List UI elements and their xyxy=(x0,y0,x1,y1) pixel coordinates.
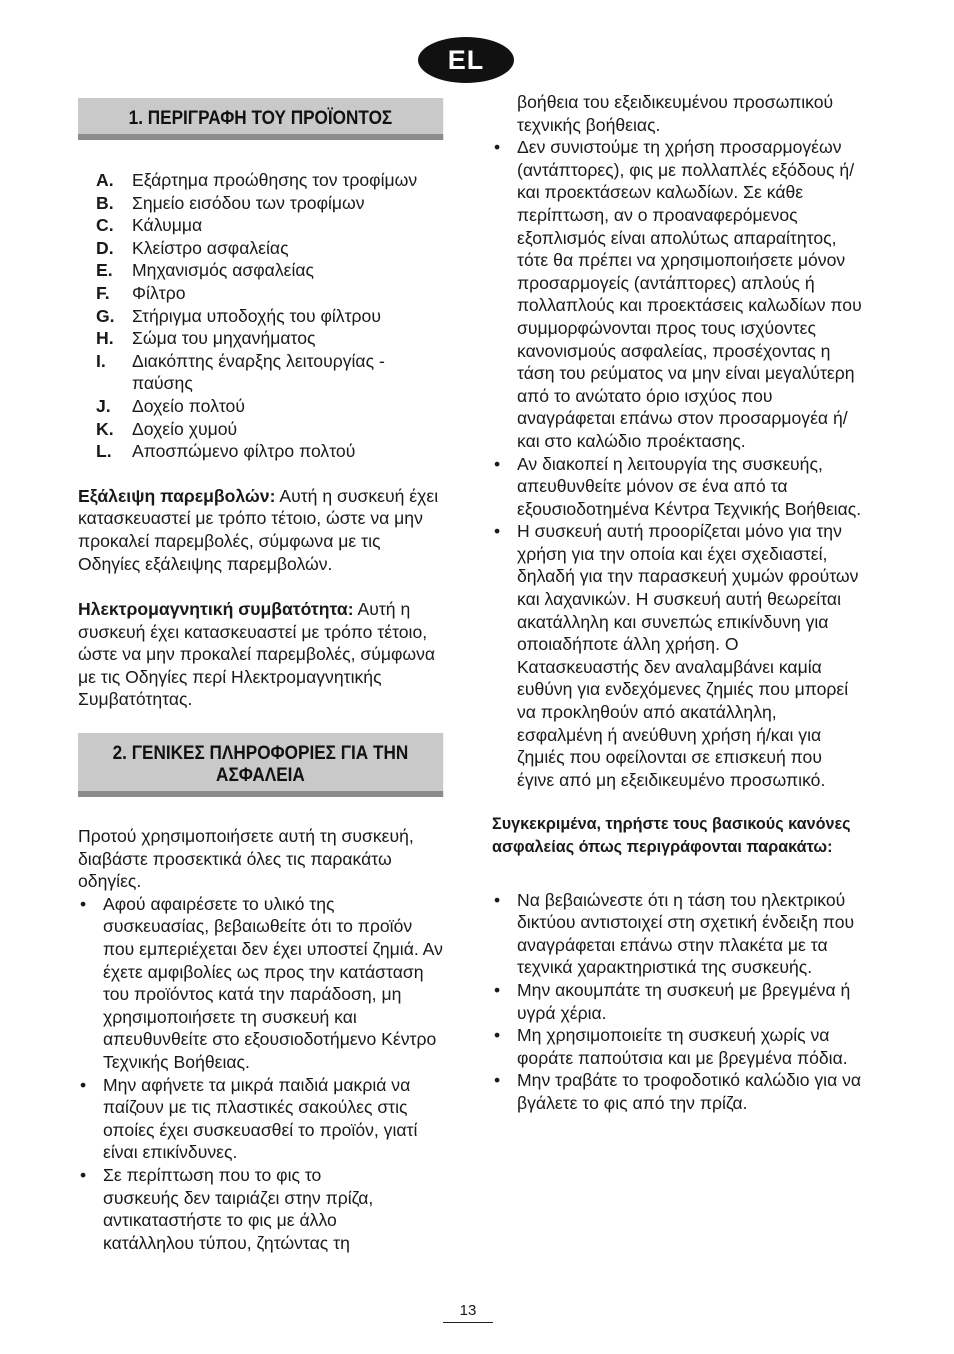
interference-label: Εξάλειψη παρεμβολών: xyxy=(78,485,276,506)
bullet-icon: • xyxy=(494,889,501,910)
parts-list-item xyxy=(78,418,443,441)
part-label: Σώμα του μηχανήματος xyxy=(132,328,316,349)
parts-list-item xyxy=(78,440,443,463)
bullet-icon: • xyxy=(494,1025,501,1046)
bullet-icon: • xyxy=(494,979,501,1000)
rules-heading: Συγκεκριμένα, τηρήστε τους βασικούς κανόνες ασφαλείας όπως περιγράφονται παρακάτω: xyxy=(492,815,851,856)
part-label: Αποσπώμενο φίλτρο πολτού xyxy=(132,441,356,462)
safety-bullets-right xyxy=(492,136,864,791)
bullet-icon: • xyxy=(494,137,501,158)
parts-list-item xyxy=(78,214,443,237)
bullet-text: Δεν συνιστούμε τη χρήση προσαρμογέων (αντάπτορες), φις με πολλαπλές εξόδους ή/και προεκτάσεων καλωδίων. Σε κάθε περίπτωση, αν ο προαναφερόμενος εξοπλισμός είναι απολύτως απαραίτητος, τότε θα πρέπει να χρησιμοποιήσετε μόνον προσαρμογείς (αντάπτορες) απλούς ή πολλαπλούς και προεκτάσεις καλωδίων που συμμορφώνονται προς τους ισχύοντες κανονισμούς ασφαλείας, προσέχοντας η τάση του ρεύματος να μην είναι μεγαλύτερη από το ανώτατο όριο ισχύος που αναγράφεται επάνω στον προσαρμογέα ή/και στο καλώδιο προέκτασης. xyxy=(517,137,862,451)
bullet-text: Αν διακοπεί η λειτουργία της συσκευής, απευθυνθείτε μόνον σε ένα από τα εξουσιοδοτημένα Κέντρα Τεχνικής Βοήθειας. xyxy=(517,453,862,519)
part-label: Κάλυμμα xyxy=(132,215,203,236)
bullet-item xyxy=(78,1074,443,1164)
part-label: Διακόπτης έναρξης λειτουργίας - παύσης xyxy=(132,350,385,394)
parts-list-item xyxy=(78,395,443,418)
emc-label: Ηλεκτρομαγνητική συμβατότητα: xyxy=(78,599,354,620)
bullet-icon: • xyxy=(80,893,87,914)
bullet-text: Μην αφήνετε τα μικρά παιδιά μακριά να παίζουν με τις πλαστικές σακούλες στις οποίες έχει συσκευασθεί το προϊόν, γιατί είναι επικίνδυνες. xyxy=(103,1074,418,1163)
language-badge: EL xyxy=(418,37,514,83)
part-key: H. xyxy=(96,328,114,349)
bullet-icon: • xyxy=(80,1164,87,1185)
part-key: C. xyxy=(96,215,114,236)
bullet-item xyxy=(78,893,443,1074)
bullet-text: Μην ακουμπάτε τη συσκευή με βρεγμένα ή υγρά χέρια. xyxy=(517,979,851,1023)
parts-list-item xyxy=(78,327,443,350)
part-key: A. xyxy=(96,170,114,190)
safety-intro: Προτού χρησιμοποιήσετε αυτή τη συσκευή, διαβάστε προσεκτικά όλες τις παρακάτω οδηγίες. xyxy=(78,826,414,892)
section-2-heading xyxy=(78,733,443,797)
bullet-text: Μην τραβάτε το τροφοδοτικό καλώδιο για να βγάλετε το φις από την πρίζα. xyxy=(517,1070,862,1113)
part-key: B. xyxy=(96,192,114,213)
part-key: D. xyxy=(96,237,114,258)
parts-list-item xyxy=(78,192,443,215)
bullet-text: Να βεβαιώνεστε ότι η τάση του ηλεκτρικού δικτύου αντιστοιχεί στη σχετική ένδειξη που αναγράφεται επάνω στην πλακέτα με τα τεχνικά χαρακτηριστικά της συσκευής. xyxy=(517,889,855,978)
emc-text: Αυτή η συσκευή έχει κατασκευαστεί με τρόπο τέτοιο, ώστε να μην προκαλεί παρεμβολές, σύμφωνα με τις Οδηγίες περί Ηλεκτρομαγνητικής Συμβατότητας. xyxy=(78,599,436,710)
safety-bullets-left xyxy=(78,893,443,1255)
part-key: E. xyxy=(96,260,113,281)
bullet-icon: • xyxy=(494,521,501,542)
right-column xyxy=(492,91,864,1115)
parts-list-item xyxy=(78,305,443,328)
section-2-title-line-1: 2. ΓΕΝΙΚΕΣ ΠΛΗΡΟΦΟΡΙΕΣ ΓΙΑ ΤΗΝ xyxy=(112,742,409,765)
bullet-item xyxy=(492,1069,864,1114)
bullet-text: Η συσκευή αυτή προορίζεται μόνο για την χρήση για την οποία και έχει σχεδιαστεί, δηλαδή για την παρασκευή χυμών φρούτων και λαχανικών. Η συσκευή αυτή θεωρείται ακατάλληλη και συνεπώς επικίνδυνη για οποιαδήποτε άλλη χρήση. Ο Κατασκευαστής δεν αναλαμβάνει καμία ευθύνη για ενδεχόμενες ζημιές που μπορεί να προκληθούν από ακατάλληλη, εσφαλμένη ή ανεύθυνη χρήση ή/και για ζημιές που οφείλονται σε επισκευή που έγινε από μη εξειδικευμένο προσωπικό. xyxy=(517,521,859,790)
left-column xyxy=(78,98,443,1254)
page-number: 13 xyxy=(443,1302,493,1323)
part-label: Μηχανισμός ασφαλείας xyxy=(132,260,315,281)
bullet-item xyxy=(492,889,864,979)
part-key: J. xyxy=(96,395,111,416)
part-key: K. xyxy=(96,418,114,439)
safety-rules-list xyxy=(492,889,864,1115)
parts-list-item xyxy=(78,169,443,192)
part-key: G. xyxy=(96,305,115,326)
bullet-icon: • xyxy=(494,1070,501,1091)
bullet-text: Σε περίπτωση που το φις το συσκευής δεν ταιριάζει στην πρίζα, αντικαταστήστε το φις με άλλο κατάλληλου τύπου, ζητώντας τη xyxy=(103,1164,374,1253)
part-key: I. xyxy=(96,350,106,371)
interference-paragraph xyxy=(78,485,443,575)
bullet-text: Αφού αφαιρέσετε το υλικό της συσκευασίας, βεβαιωθείτε ότι το προϊόν που εμπεριέχεται δεν έχει υποστεί ζημιά. Αν έχετε αμφιβολίες ως προς την κατάσταση του προϊόντος κατά την παράδοση, μη χρησιμοποιήσετε τη συσκευή και απευθυνθείτε στο εξουσιοδοτήμενο Κέντρο Τεχνικής Βοήθειας. xyxy=(103,893,443,1072)
parts-list-item xyxy=(78,350,443,395)
part-label: Φίλτρο xyxy=(132,282,186,303)
section-2-title-line-2: ΑΣΦΑΛΕΙΑ xyxy=(216,764,305,787)
part-label: Στήριγμα υποδοχής του φίλτρου xyxy=(132,305,381,326)
part-label: Δοχείο χυμού xyxy=(132,418,238,439)
bullet-item xyxy=(492,1024,864,1069)
parts-list-item xyxy=(78,282,443,305)
bullet-item xyxy=(492,136,864,452)
part-label: Κλείστρο ασφαλείας xyxy=(132,237,289,258)
bullet-icon: • xyxy=(494,453,501,474)
bullet-item xyxy=(78,1164,443,1254)
bullet-text: Μη χρησιμοποιείτε τη συσκευή χωρίς να φοράτε παπούτσια και με βρεγμένα πόδια. xyxy=(517,1025,848,1068)
interference-text: Αυτή η συσκευή έχει κατασκευαστεί με τρόπο τέτοιο, ώστε να μην προκαλεί παρεμβολές, σύμφωνα με τις Οδηγίες εξάλειψης παρεμβολών. xyxy=(78,485,439,574)
bullet-continuation: βοήθεια του εξειδικευμένου προσωπικού τεχνικής βοήθειας. xyxy=(517,92,834,135)
parts-list-item xyxy=(78,237,443,260)
bullet-item xyxy=(492,979,864,1024)
emc-paragraph xyxy=(78,598,443,711)
bullet-item xyxy=(492,520,864,791)
part-label: Σημείο εισόδου των τροφίμων xyxy=(132,192,365,213)
part-label: Εξάρτημα προώθησης τον τροφίμων xyxy=(132,170,418,190)
section-1-title: 1. ΠΕΡΙΓΡΑΦΗ ΤΟΥ ΠΡΟΪΟΝΤΟΣ xyxy=(128,107,393,129)
parts-list-item xyxy=(78,259,443,282)
bullet-icon: • xyxy=(80,1074,87,1095)
part-label: Δοχείο πολτού xyxy=(132,395,245,416)
bullet-item xyxy=(492,453,864,521)
section-1-heading xyxy=(78,98,443,140)
part-key: L. xyxy=(96,441,112,462)
part-key: F. xyxy=(96,282,110,303)
parts-list xyxy=(78,169,443,463)
